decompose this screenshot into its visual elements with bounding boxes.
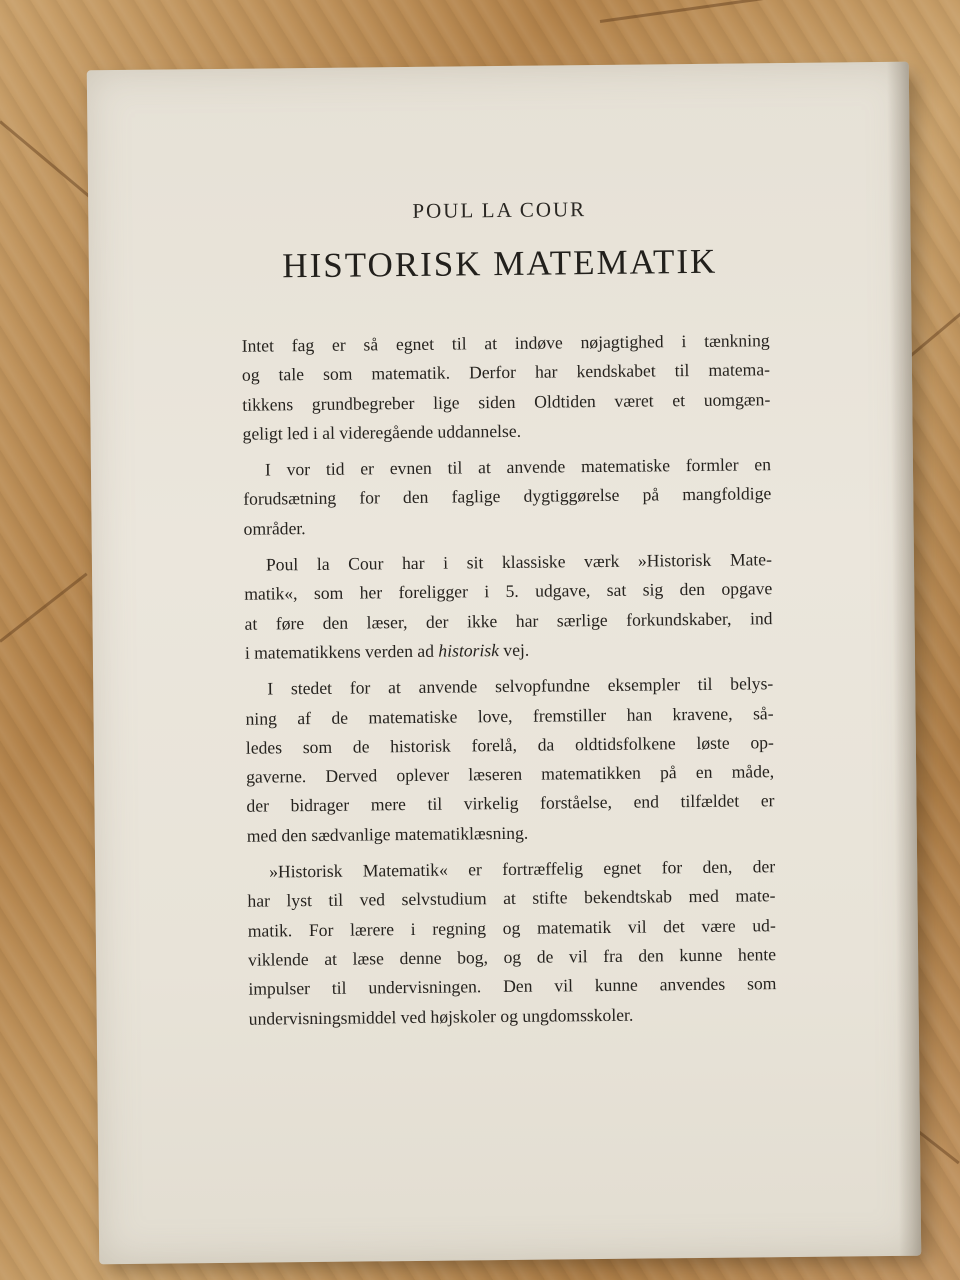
text-line: ledes som de historisk forelå, da oldtidsfolkene løste op-: [245, 732, 774, 758]
author-name: POUL LA COUR: [412, 197, 587, 223]
text-line: Intet fag er så egnet til at indøve nøjagtighed i tænkning: [241, 330, 770, 356]
text-line: forudsætning for den faglige dygtiggørelse på mangfoldige: [243, 483, 772, 510]
italic-word: historisk: [438, 640, 500, 661]
text-line: geligt led i al videregående uddannelse.: [242, 420, 522, 444]
paragraph-4: [245, 669, 775, 850]
text-line: I vor tid er evnen til at anvende matematiske formler en: [264, 454, 772, 480]
blurb-text: [242, 326, 777, 1040]
text-line: I stedet for at anvende selvopfundne eksempler til belys-: [267, 673, 774, 699]
paragraph-1: [242, 326, 771, 449]
paragraph-2: [243, 450, 772, 543]
text-line: at føre den læser, der ikke har særlige forkundskaber, ind: [244, 607, 773, 634]
text-line: viklende at læse denne bog, og de vil fra den kunne hente: [247, 944, 777, 970]
book-back-cover: [87, 62, 921, 1265]
text-line: og tale som matematik. Derfor har kendskabet til matema-: [241, 359, 771, 386]
text-line: ning af de matematiske love, fremstiller han kravene, så-: [245, 702, 774, 729]
text-line: gaverne. Derved oplever læseren matematikken på en måde,: [246, 761, 775, 787]
text-line: der bidrager mere til virkelig forståelse, end tilfældet er: [246, 790, 775, 817]
text-line: med den sædvanlige matematiklæsning.: [246, 822, 529, 846]
text-line: områder.: [243, 517, 306, 539]
floor-seam: [0, 573, 88, 643]
text-line: tikkens grundbegreber lige siden Oldtiden været et uomgæn-: [242, 388, 771, 415]
paragraph-3: [244, 545, 773, 668]
text-line: matik. For lærere i regning og matematik vil det være ud-: [247, 914, 776, 941]
book-title: HISTORISK MATEMATIK: [282, 241, 718, 286]
paragraph-5: [247, 852, 777, 1033]
text-line: [245, 633, 773, 668]
text-line: matik«, som her foreligger i 5. udgave, sat sig den opgave: [244, 578, 773, 605]
text-line: Poul la Cour har i sit klassiske værk »Historisk Mate-: [265, 549, 773, 575]
text-line: impulser til undervisningen. Den vil kunne anvendes som: [248, 973, 777, 999]
text-fragment: i matematikkens verden ad: [244, 640, 435, 663]
text-line: har lyst til ved selvstudium at stifte bekendtskab med mate-: [247, 885, 776, 912]
text-line: undervisningsmiddel ved højskoler og ungdomsskoler.: [248, 1004, 634, 1029]
floor-seam: [600, 0, 858, 23]
text-fragment: vej.: [503, 639, 530, 660]
text-line: »Historisk Matematik« er fortræffelig egnet for den, der: [269, 856, 776, 882]
